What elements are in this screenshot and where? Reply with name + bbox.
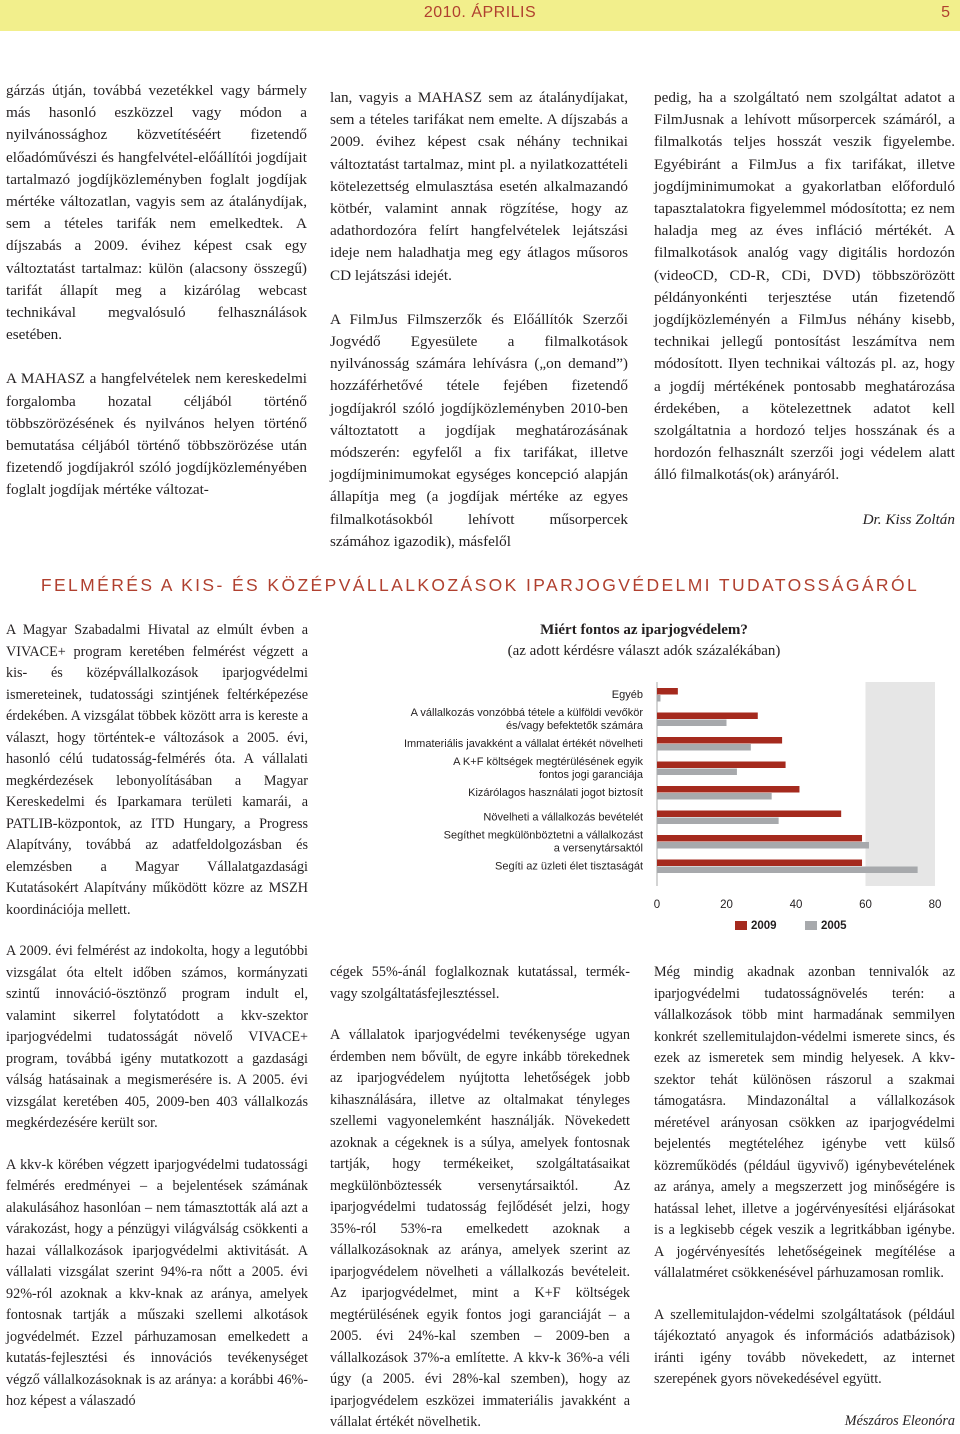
top-column-1 <box>6 80 307 502</box>
category-label: Immateriális javakként a vállalat értékét növelheti <box>403 738 643 750</box>
top-column-3 <box>654 87 955 531</box>
bar-2005-7 <box>657 867 918 874</box>
author-meszaros: Mészáros Eleonóra <box>844 1412 955 1429</box>
paragraph: A FilmJus Filmszerzők és Előállítók Szerzői Jogvédő Egyesülete a filmalkotások nyilvánosság számára lehívásra („on demand”) hozzáférhetővé tétele fejében fizetendő jogdíjakról szóló jogdíjközleményben 2010-ben változtatott a jogdíjak meghatározásának módszerén: egyfelől a fix tarifákat, illetve jogdíjminimumokat egységes koncepció alapján állapítja meg (a jogdíjak mértéke az egyes filmalkotásokból lehívott műsorpercek számához igazodik), másfelől <box>330 310 628 550</box>
tick-label: 80 <box>928 899 942 911</box>
legend-swatch-2005 <box>805 921 817 930</box>
category-label: Segíthet megkülönböztetni a vállalkozást a versenytársaktól <box>443 829 643 855</box>
tick-label: 0 <box>653 899 661 911</box>
category-label: Segíti az üzleti élet tisztaságát <box>495 860 643 873</box>
bar-2009-0 <box>657 688 678 695</box>
bar-2005-2 <box>657 744 751 751</box>
bar-2005-1 <box>657 720 727 727</box>
paragraph: A Magyar Szabadalmi Hivatal az elmúlt évben a VIVACE+ program keretében felmérést végzett a kis- és középvállalkozások iparjogvédelmi ismereteinek, tudatossági szintjének feltérképezése érdekében. A vizsgálat többek között arra is kereste a választ, hogy történtek-e változások a 2005. évi, hasonló célú tudatosság-felmérés óta. A vállalati megkérdezések lebonyolításában a Magyar Kereskedelmi és Iparkamara területi kamarái, a PATLIB-központok, az ITD Hungary, a Progress Alapítvány, továbbá az adatfeldolgozásban és elemzésben a Magyar Vállalatgazdasági Kutatásokért Alapítvány működött közre az MSZH koordinációja mellett. <box>6 622 308 918</box>
category-label: A vállalkozás vonzóbbá tétele a külföldi vevőkör és/vagy befektetők számára <box>410 707 643 732</box>
paragraph: A MAHASZ a hangfelvételek nem kereskedelmi forgalomba hozatal céljából történő többszörözésének és nyilvános helyen történő bemutatása céljából történő többszörözése után fizetendő jogdíjakról szóló jogdíjközleményében foglalt jogdíjak mértéke változat- <box>6 370 307 499</box>
legend-label-2005: 2005 <box>821 920 847 932</box>
author-kiss: Dr. Kiss Zoltán <box>862 510 955 528</box>
bottom-column-3 <box>654 962 955 1432</box>
paragraph: A vállalatok iparjogvédelmi tevékenysége ugyan érdemben nem bővült, de egyre inkább törekednek az iparjogvédelem nyújtotta lehetőségek jobb kihasználására, illetve az oltalmakat tényleges szellemi vagyonelemként használják. Növekedett azoknak a cégeknek is a súlya, amelyek fontosnak tartják, hogy termékeiket, szolgáltatásaikat megkülönböztessék versenytársaiktól. Az iparjogvédelmi tudatosság fejlődését jelzi, hogy 35%-ról 53%-ra emelkedett azoknak a vállalkozásoknak az aránya, amelyek szerint az iparjogvédelem növelheti a vállalkozás bevételeit. Az iparjogvédelmet, mint a K+F költségek megtérülésének egyik fontos jogi garanciáját – a 2005. évi 24%-kal szemben – 2009-ben a vállalkozások 37%-a említette. A kkv-k 36%-a véli úgy (a 2005. évi 28%-kal szemben), hogy az iparjogvédelem eszközei immateriális javakként a vállalat értékét növelhetik. <box>330 1027 630 1430</box>
paragraph: Még mindig akadnak azonban tennivalók az iparjogvédelmi tudatosságnövelés terén: a vállalkozások több mint harmadának semmilyen konkrét szellemitulajdon-védelmi ismerete sincs, és ezek az ismeretek sem mindig helyesek. A kkv-szektor tehát különösen rászorul a szakmai támogatásra. Mindazonáltal a vállalkozások méretével arányosan csökken az iparjogvédelmi bejelentés megtételéhez igénybe vett külső közreműködés (például ügyvivő) igénybevételének az aránya, amely a megszerzett jog minőségére is hatással lehet, illetve a jogérvényesítési eljárásokat is a legkisebb cégek veszik a legritkábban igénybe. A jogérvényesítés lehetőségeinek megítélése a vállalatméret csökkenésével párhuzamosan romlik. <box>654 964 955 1281</box>
bottom-column-2 <box>330 962 630 1434</box>
page-number: 5 <box>941 4 950 21</box>
bar-2009-5 <box>657 811 841 818</box>
paragraph: A szellemitulajdon-védelmi szolgáltatások (például tájékoztató anyagok és információs adatbázisok) iránti igény tovább növekedett, az internet szerepének gyors növekedésével együtt. <box>654 1306 955 1387</box>
category-label: Egyéb <box>611 689 643 701</box>
section-title: FELMÉRÉS A KIS- ÉS KÖZÉPVÁLLALKOZÁSOK IPARJOGVÉDELMI TUDATOSSÁGÁRÓL <box>40 575 920 595</box>
tick-label: 40 <box>789 899 803 911</box>
legend-label-2009: 2009 <box>751 920 777 932</box>
chart-band <box>866 682 936 886</box>
tick-label: 60 <box>859 899 872 911</box>
category-label: Növelheti a vállalkozás bevételét <box>483 811 643 824</box>
chart-title <box>330 620 958 662</box>
paragraph: pedig, ha a szolgáltató nem szolgáltat adatot a FilmJusnak a lehívott műsorpercek számáról, a filmalkotás teljes hosszát veszik figyelembe. Egyébiránt a FilmJus a fix tarifákat, illetve jogdíjminimumokat a gyakorlatban előforduló tapasztalatokra figyelemmel módosította; ez nem haladja meg az éves infláció mértékét. A filmalkotások analóg vagy digitális hordozón (videoCD, CD-R, CDi, DVD) többszörözött példányonkénti terjesztése után fizetendő jogdíjközleményén a FilmJus néhány kisebb, technikai jellegű pontosítást leszámítva nem módosított. Ilyen technikai változás pl. az, hogy a jogdíj mértékének pontosabb meghatározása érdekében, a kötelezettnek adatot kell szolgáltatnia a hordozó teljes hosszának és a hordozón felhasznált szerzői jogi védelem alatt álló filmalkotás(ok) arányáról. <box>654 89 955 484</box>
bar-2005-4 <box>657 793 772 800</box>
bar-2005-3 <box>657 769 737 776</box>
paragraph: A kkv-k körében végzett iparjogvédelmi tudatossági felmérés eredményei – a bejelentések számának alakulásához hasonlóan – nem támasztották alá azt a várakozást, hogy a pénzügyi világválság csökkenti a hazai vállalkozások iparjogvédelmi aktivitását. A vállalati vizsgálat szerint 94%-ra nőtt a 2005. évi 92%-ról azoknak a kkv-knak az aránya, amelyek fontosnak tartják a műszaki szellemi alkotások jogvédelmét. Ezzel párhuzamosan emelkedett a kutatás-fejlesztési és innovációs tevékenységet végző vállalkozásoknak is az aránya: a korábbi 46%-hoz képest a válaszadó <box>6 1156 308 1409</box>
legend-swatch-2009 <box>735 921 747 930</box>
bar-2009-1 <box>657 713 758 720</box>
bar-2009-2 <box>657 737 782 744</box>
bar-2009-4 <box>657 786 799 793</box>
tick-label: 20 <box>720 899 733 911</box>
bar-2005-0 <box>657 695 660 702</box>
bar-2005-5 <box>657 818 779 825</box>
bar-2009-7 <box>657 860 862 867</box>
bar-2009-6 <box>657 835 862 842</box>
category-label: Kizárólagos használati jogot biztosít <box>468 787 643 799</box>
bar-2005-6 <box>657 842 869 849</box>
paragraph: lan, vagyis a MAHASZ sem az átalánydíjakat, sem a tételes tarifákat nem emelte. A díjszabás a 2009. évihez képest csak néhány technikai változtatást tartalmaz, mint pl. a nyilatkozattételi kötelezettség elmulasztása esetén alkalmazandó kötbér, valamint annak rögzítése, hogy az adathordozóra felírt hangfelvételek lejátszási ideje nem haladhatja meg egy átlagos műsoros CD lejátszási idejét. <box>330 89 628 284</box>
chart-subtitle: (az adott kérdésre választ adók százalékában) <box>507 643 781 659</box>
paragraph: gárzás útján, továbbá vezetékkel vagy bármely más hasonló eszközzel vagy módon a nyilvánossághoz közvetítéséért fizetendő előadóművészi és hangfelvétel-előállítói jogdíjait tartalmazó jogdíjközleményben foglalt jogdíjak mértéke változatlan, vagyis sem az átalánydíjak, sem a tételes tarifák nem emelkedtek. A díjszabás a 2009. évihez képest csak egy változtatást tartalmaz: külön (alacsony összegű) tarifát állapít meg a kizárólag webcast technikával megvalósuló felhasználások esetében. <box>6 82 307 344</box>
bar-2009-3 <box>657 762 786 769</box>
bar-chart <box>330 670 958 950</box>
chart-title-main: Miért fontos az iparjogvédelem? <box>540 622 748 638</box>
bottom-column-1 <box>6 620 308 1413</box>
top-column-2 <box>330 87 628 553</box>
paragraph: A 2009. évi felmérést az indokolta, hogy a legutóbbi vizsgálat óta eltelt időben számos, kormányzati szintű innováció-ösztönző program indult el, valamint sikerrel folytatódott a kkv-szektor iparjogvédelmi tudatosságát növelő VIVACE+ program, továbbá igény mutatkozott a gazdasági válság hatásainak a megismerésére is. A 2005. évi vizsgálat keretében 405, 2009-ben 403 vállalkozás megkérdezésére került sor. <box>6 943 308 1131</box>
paragraph: cégek 55%-ánál foglalkoznak kutatással, termék- vagy szolgáltatásfejlesztéssel. <box>330 964 630 1002</box>
header-month: 2010. ÁPRILIS <box>423 4 537 21</box>
category-label: A K+F költségek megtérülésének egyik fontos jogi garanciája <box>453 756 643 781</box>
